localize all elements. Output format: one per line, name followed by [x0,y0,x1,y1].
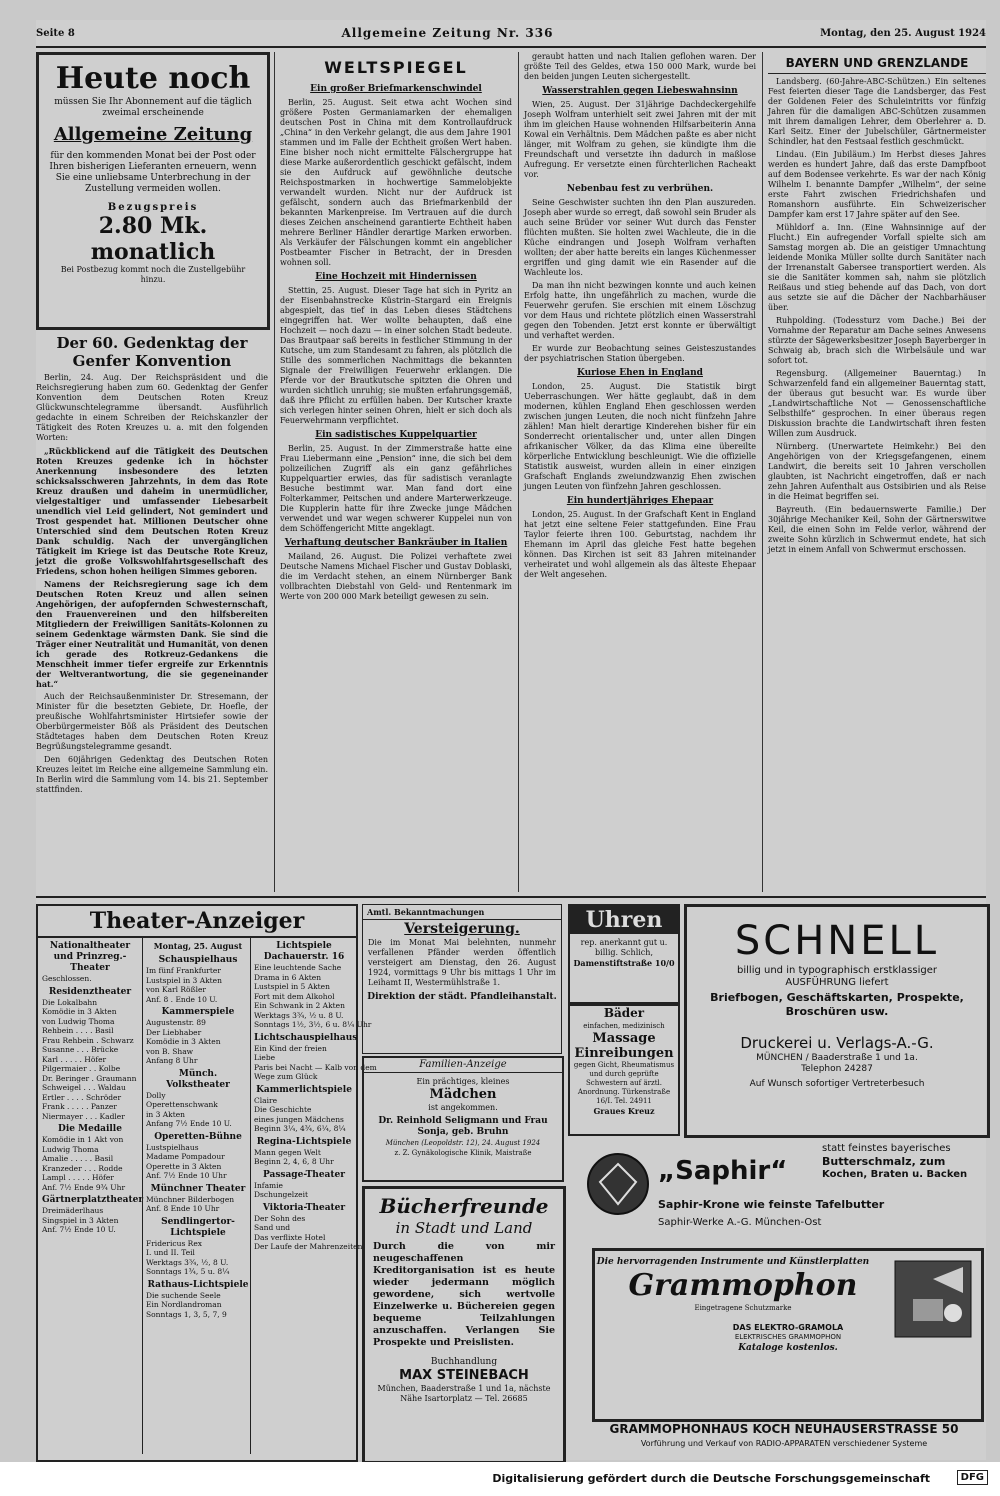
theater-venue: Kammerlichtspiele [256,1084,352,1095]
paper-title: Allgemeine Zeitung Nr. 336 [341,26,554,40]
printing-brand: SCHNELL [734,918,940,964]
theater-line: Lustspiel in 3 Akten [146,975,222,985]
page-number: Seite 8 [36,27,75,39]
theater-line: Amalie . . . . . Basil [42,1154,114,1163]
theater-line: Beginn 2, 4, 6, 8 Uhr [254,1157,334,1166]
bookshop-label: Buchhandlung [430,1357,498,1367]
column-rule [274,52,275,892]
theater-line: Infamie [254,1180,283,1190]
article-subtitle: Nebenbau fest zu verbrühen. [566,184,714,194]
article-paragraph: Regensburg. (Allgemeiner Bauerntag.) In Schwarzenfeld fand ein allgemeiner Bauerntag statt, der überaus gut besucht war. Es wurde über „Landwirtschaftliche Not — Genossenschaftliche Selbsthilfe“ gesprochen. In einer überaus regen Diskussion brachte die Landwirtschaft ihren festen Willen zum Ausdruck. [768,369,986,438]
theater-venue: Münchner Theater [150,1183,246,1194]
column-1 [36,52,268,892]
saphir-ad [568,1138,984,1238]
theater-line: Frank . . . . . Panzer [42,1102,117,1111]
bookshop-name: MAX STEINEBACH [399,1368,529,1383]
theater-line: Karl . . . . . Höfer [42,1054,107,1064]
theater-line: Anf. 8 . Ende 10 U. [146,994,218,1004]
family-header: Familien-Anzeige [364,1058,562,1073]
grammophon-mark: Eingetragene Schutzmarke [694,1304,792,1312]
grammophon-firm: GRAMMOPHONHAUS KOCH NEUHAUSERSTRASSE 50 [609,1422,959,1436]
watch-body: rep. anerkannt gut u. billig. Schlich, [580,938,668,957]
article-paragraph: Mühldorf a. Inn. (Eine Wahnsinnige auf der Flucht.) Ein aufregender Vorfall spielte sich am Samstag morgen ab. Die an geistiger Umnachtung leidende Monika Müller sollte durch Sanitäter nach der Irrenanstalt Gabersee transportiert werden. Als sie die Sanitäter kommen sah, nahm sie plötzlich Reißaus und stieg behende auf das Dach, von dort aus setzte sie auf die Dächer der Nachbarhäuser über. [768,223,986,312]
theater-line: Fort mit dem Alkohol [254,991,335,1001]
article-paragraph: geraubt hatten und nach Italien geflohen waren. Der größte Teil des Geldes, etwa 150 000 Mark, wurde bei den beiden jungen Leuten sichergestellt. [524,52,756,81]
column-rule [762,52,763,892]
column-rule [518,52,519,892]
theater-line: Der Laufe der Mahrenzeiten [254,1242,363,1251]
saphir-logo-icon [586,1152,650,1216]
theater-venue: Kammerspiele [161,1007,235,1017]
section-title: WELTSPIEGEL [324,58,468,77]
theater-venue: Die Medaille [58,1124,122,1134]
theater-venue: Lichtschauspielhaus [254,1032,358,1043]
footer-text: Digitalisierung gefördert durch die Deutsche Forschungsgemeinschaft [492,1472,930,1485]
theater-column [42,938,144,1454]
article-paragraph: Berlin, 24. Aug. Der Reichspräsident und die Reichsregierung haben zum 60. Gedenktag der Genfer Konvention dem Deutschen Roten Kreuz Glückwunschtelegramme übersandt. Ausführlich gedachte in einem Schreiben der Reichskanzler der Tätigkeit des Roten Kreuzes u. a. mit den folgenden Worten: [36,373,268,442]
theater-line: Susanne . . . Brücke [42,1045,119,1054]
column-3 [524,52,756,892]
article-paragraph: Da man ihn nicht bezwingen konnte und auch keinen Erfolg hatte, ihn ungefährlich zu machen, wurde die Feuerwehr gerufen. Sie erschien mit einem Löschzug vor dem Haus und richtete plötzlich einen Wasserstrahl gegen den Tobenden. Jetzt erst konnte er überwältigt und verhaftet werden. [524,281,756,340]
theater-venue: Operetten-Bühne [154,1131,242,1142]
column-2 [280,52,512,892]
article-paragraph: Nürnberg. (Unerwartete Heimkehr.) Bei den Angehörigen von der Kriegsgefangenen, einem Landwirt, die bereits seit 10 Jahren verschollen glaubten, ist Nachricht eingetroffen, daß er nach zehn Jahren Aufenthalt aus Ostsibirien und als Reise in die Heimat begriffen sei. [768,442,986,501]
theater-line: Ein Nordlandroman [146,1300,222,1309]
theater-line: Anf. 7½ Ende 10 U. [42,1225,116,1234]
watch-ad [568,904,680,1004]
theater-listing [36,904,377,1462]
ad-price: 2.80 Mk. monatlich [90,213,216,265]
theater-line: Sonntags 1, 3, 5, 7, 9 [146,1309,227,1319]
saphir-line3: Kochen, Braten u. Backen [822,1169,968,1180]
theater-line: Madame Pompadour [146,1152,225,1161]
article-paragraph: Stettin, 25. August. Dieser Tage hat sich in Pyritz an der Eisenbahnstrecke Küstrin–Stargard ein Ereignis abgespielt, das tief in das Leben dieses Städtchens eingegriffen hat. Wer wollte behaupten, daß eine Hochzeit — noch dazu — in einer solchen Stadt bedeute. Das Brautpaar saß bereits in festlicher Stimmung in der Kutsche, um zum Standesamt zu fahren, als plötzlich die Stille des sommerlichen Nachmittags die bekannten Signale der Freiwilligen Feuerwehr erklangen. Die Pferde vor der Brautkutsche spitzten die Ohren und wurden sichtlich unruhig; sie mußten erfahrungsgemäß, daß ihre Pflicht zu erfüllen haben. Der Kutscher kraxte sich verlegen hinter seinen Ohren, hielt er sich doch als Feuerwehrmann verpflichtet. [280,286,512,425]
article-paragraph: London, 25. August. Die Statistik birgt Ueberraschungen. Wer hätte geglaubt, daß in dem modernen, kühlen England Ehen geschlossen werden zwischen jungen Leuten, die noch nicht fünfzehn Jahre zählen! Man hielt derartige Kinderehen bisher für ein Sonderrecht orientalischer und, unter allen Dingen afrikanischer Völker, da das Klima eine übereilte körperliche Entwicklung beschleunigt. Wie die offizielle Statistik ausweist, wurden allein in einer einzigen Grafschaft Englands zweiundzwanzig Ehen zwischen jungen Leuten von fünfzehn Jahren geschlossen. [524,382,756,491]
theater-line: Die Lokalbahn [42,997,98,1007]
theater-line: Geschlossen. [42,974,92,983]
dfg-logo: DFG [957,1470,988,1485]
newspaper-page [36,20,986,1460]
printing-ad [684,904,990,1138]
bath-ad [568,1004,680,1136]
article-paragraph: London, 25. August. In der Grafschaft Kent in England hat jetzt eine seltene Feier stattgefunden. Eine Frau Taylor feierte ihren 100. Geburtstag, nachdem ihr Ehemann im April das gleiche Fest hatte begehen können. Das Kirchen ist seit 83 Jahren miteinander verheiratet und wohl allgemein als das älteste Ehepaar der Welt angesehen. [524,510,756,579]
theater-column [250,938,377,1454]
theater-line: Ertler . . . . Schröder [42,1092,122,1102]
article-title: Wasserstrahlen gegen Liebeswahnsinn [542,86,738,96]
theater-line: Anf. 8 Ende 10 Uhr [146,1204,220,1213]
theater-line: Lampl . . . . . Höfer [42,1173,114,1182]
article-paragraph: Bayreuth. (Ein bedauernswerte Familie.) Der 30jährige Mechaniker Keil, Sohn der Gärtnerswitwe Keil, die einen Sohn im Felde verlor, während der zweite Sohn kürzlich in Schwermut endete, hat sich jetzt in einem Anfall von Schwermut erschossen. [768,505,986,554]
grammophon-line3: Kataloge kostenlos. [738,1343,838,1353]
article-paragraph: Namens der Reichsregierung sage ich dem Deutschen Roten Kreuz und allen seinen Angehörigen, der aufopfernden Schwesternschaft, den Frauenvereinen und den hilfsbereiten Mitgliedern der Freiwilligen Sanitäts-Kolonnen zu seinem Gedenktage wärmsten Dank. Sie sind die Träger einer Neutralität und Humanität, von denen ich gerade des Rotkreuz-Gedankens die Menschheit immer tiefer ergreife zur Erkenntnis der Weltverantwortung, die sie gegeneinander hat.“ [36,579,268,689]
theater-line: in 3 Akten [146,1109,186,1119]
theater-line: Frau Rehbein . Schwarz [42,1035,134,1045]
official-notice [362,904,562,1054]
article-paragraph: Landsberg. (60-Jahre-ABC-Schützen.) Ein seltenes Fest feierten dieser Tage die Landsberger, das Fest der Goldenen Feier des Schuleintritts vor fünfzig Jahren für die damaligen ABC-Schützen zusammen mit ihrem damaligen Lehrer, dem Oberlehrer a. D. Karl Seitz. Einer der Jubelschüler, Gärtnermeister Schindler, hat den Festsaal festlich geschmückt. [768,77,986,146]
bookshop-body: Durch die von mir neugeschaffenen Kreditorganisation ist es heute wieder jedermann möglich gewordene, sich wertvolle Einzelwerke u. Büchereien gegen bequeme Teilzahlungen anzuschaffen. Verlangen Sie Prospekte und Preislisten. [373,1241,555,1348]
theater-line: Ludwig Thoma [42,1144,99,1154]
theater-line: Singspiel in 3 Akten [42,1215,119,1225]
theater-venue: Lichtspiele Dachauerstr. 16 [263,941,345,962]
notice-body: Die im Monat Mai belehnten, nunmehr verfallenen Pfänder werden öffentlich versteigert am Dienstag, den 26. August 1924, vormittags 9 Uhr bis mittags 1 Uhr im Leihamt II, Westermühlstraße 1. [368,938,556,987]
article-paragraph: Auch der Reichsaußenminister Dr. Stresemann, der Minister für die besetzten Gebiete, Dr. Hoefle, der preußische Wohlfahrtsminister Hirtsiefer sowie der Oberbürgermeister Böß als Präsident des Deutschen Städtetages haben dem Deutschen Roten Kreuz Begrüßungstelegramme gesandt. [36,692,268,751]
bookshop-title: Bücherfreunde [379,1194,549,1218]
family-note: z. Z. Gynäkologische Klinik, Maistraße [394,1149,532,1157]
theater-line: Pilgermaier . . Kolbe [42,1064,121,1073]
theater-venue: Passage-Theater [262,1169,345,1180]
theater-line: Im fünf Frankfurter [146,966,221,975]
theater-line: Dreimäderlhaus [42,1206,104,1215]
theater-line: Fridericus Rex [146,1238,202,1248]
printing-line1: billig und in typographisch erstklassiger AUSFÜHRUNG liefert [737,965,937,988]
ad-line1: müssen Sie Ihr Abonnement auf die täglich zweimal erscheinende [54,97,252,118]
theater-line: Kranzeder . . . Rodde [42,1163,123,1173]
theater-line: Die suchende Seele [146,1290,221,1300]
article-title: Ein großer Briefmarkenschwindel [310,84,482,94]
theater-venue: Münch. Volkstheater [166,1068,230,1090]
article-title: Ein sadistisches Kuppelquartier [315,430,477,440]
theater-line: Ein Schwank in 2 Akten [254,1001,345,1010]
family-parents: Dr. Reinhold Seligmann und Frau Sonja, geb. Bruhn [378,1116,548,1137]
theater-venue: Sendlingertor-Lichtspiele [161,1216,235,1238]
theater-line: Dschungelzeit [254,1190,308,1199]
article-title: Kuriose Ehen in England [577,368,703,378]
theater-line: eines jungen Mädchens [254,1114,344,1124]
theater-line: Anf. 7½ Ende 10 Uhr [146,1171,227,1180]
theater-venue: Schauspielhaus [158,955,238,965]
theater-line: Komödie in 3 Akten [42,1007,117,1016]
theater-line: Lustspiel in 5 Akten [254,982,330,991]
theater-line: Eine leuchtende Sache [254,963,342,972]
grammophon-frame [592,1248,984,1422]
ad-price-label: Bezugspreis [107,202,199,213]
article-paragraph: Wien, 25. August. Der 31jährige Dachdeckergehilfe Joseph Wolfram unterhielt seit zwei Jahren mit der mit ihm im gleichen Hause wohnenden Hilfsarbeiterin Anna Kowal ein Verhältnis. Dem Mädchen paßte es aber nicht länger, mit Wolfram zu gehen, sie kündigte ihm die Freundschaft und versetzte ihn dadurch in maßlose Aufregung. Er versetzte einen fürchterlichen Racheakt vor. [524,100,756,179]
saphir-brand: „Saphir“ [658,1156,788,1186]
article-paragraph: Berlin, 25. August. Seit etwa acht Wochen sind größere Posten Germaniamarken der ehemaligen deutschen Post in China mit dem Kontrollaufdruck „China“ in den Verkehr gelangt, die aus dem Jahre 1901 stammen und im Falle der Echtheit großen Wert haben. Eine bisher noch nicht ermittelte Fälschergruppe hat diese Marke außerordentlich geschickt gefälscht, indem sie den Aufdruck auf gewöhnliche deutsche Reichspostmarken in hochwertige Sammelobjekte verwandelt wurden. Nicht nur der Aufdruck ist gefälscht, sondern auch das Briefmarkenbild der bekannten Markenpreise. Im Vertrauen auf die durch dieses Zeichen anscheinend garantierte Echtheit haben mehrere Berliner Händler derartige Marken erworben. Als Verkäufer der Fälschungen kommt ein angeblicher Postbeamter Fischer in Betracht, der in Dresden wohnen soll. [280,98,512,267]
bookshop-address: München, Baaderstraße 1 und 1a, nächste Nähe Isartorplatz — Tel. 26685 [377,1384,551,1403]
theater-line: von Karl Rößler [146,985,207,994]
ad-headline: Heute noch [55,61,251,96]
bookshop-subtitle: in Stadt und Land [395,1219,533,1237]
saphir-line2: Butterschmalz, zum [822,1155,946,1168]
theater-venue: Viktoria-Theater [262,1202,346,1213]
theater-line: Niermayer . . . Kadler [42,1111,125,1121]
article-paragraph: Berlin, 25. August. In der Zimmerstraße hatte eine Frau Liebermann eine „Pension“ inne, die sich bei dem polizeilichen Zugriff als ein ganz gefährliches Kuppelquartier erwies, das für sadistisch veranlagte Besuche bestimmt war. Man fand dort eine Folterkammer, Peitschen und andere Marterwerkzeuge. Die Kupplerin hatte für ihre Zwecke junge Mädchen verwendet und war wegen schwerer Kuppelei nun von dem Schöffengericht Mitte angeklagt. [280,444,512,533]
ad-line2: für den kommenden Monat bei der Post oder Ihren bisherigen Lieferanten erneuern, wenn Sie eine unliebsame Unterbrechung in der Zustellung vermeiden wollen. [49,151,257,194]
article-title: Eine Hochzeit mit Hindernissen [315,272,477,282]
theater-line: Münchner Bilderbogen [146,1194,235,1204]
grammophon-line2: ELEKTRISCHES GRAMMOPHON [734,1333,842,1341]
watch-address: Damenstiftstraße 10/0 [573,958,675,968]
theater-line: von B. Shaw [146,1046,194,1056]
theater-line: Sand und [254,1223,291,1232]
theater-line: von Ludwig Thoma [42,1016,115,1026]
theater-venue: Gärtnerplatztheater [42,1195,144,1205]
theater-venue: Rathaus-Lichtspiele [147,1279,249,1290]
theater-line: Sonntags 1½, 3½, 6 u. 8¼ Uhr [254,1020,372,1029]
grammophon-line1: DAS ELEKTRO-GRAMOLA [732,1323,844,1332]
article-paragraph: Lindau. (Ein Jubiläum.) Im Herbst dieses Jahres werden es hundert Jahre, daß das erste Dampfboot auf dem Bodensee verkehrte. Es war der nach König Wilhelm I. benannte Dampfer „Wilhelm“, der seine erste Fahrt zwischen Friedrichshafen und Romanshorn ausführte. Ein Schweizerischer Dampfer kam erst 17 Jahre später auf den See. [768,150,986,219]
theater-date: Montag, 25. August [153,941,243,951]
theater-line: Drama in 6 Akten [254,972,322,982]
bath-body: gegen Gicht, Rheumatismus und durch geprüfte Schwestern auf ärztl. Anordnung. Türkenstraße 16/I. Tel. 24911 [573,1061,675,1105]
bath-subtitle: einfachen, medizinisch [583,1022,665,1030]
theater-line: I. und II. Teil [146,1248,195,1257]
theater-line: Komödie in 3 Akten [146,1037,221,1046]
theater-venue: Nationaltheater und Prinzreg.-Theater [49,941,131,973]
notice-title: Versteigerung. [404,921,520,937]
family-place: München (Leopoldstr. 12), 24. August 1924 [385,1139,541,1147]
article-paragraph: Mailand, 26. August. Die Polizei verhaftete zwei Deutsche Namens Michael Fischer und Gustav Doblaski, die im Verdacht stehen, an einem Nürnberger Bank vollbrachten Diebstahl von Geld- und Rentenmark im Werte von 200 000 Mark beteiligt gewesen zu sein. [280,552,512,601]
bath-title: Bäder [603,1006,645,1020]
article-paragraph: Den 60jährigen Gedenktag des Deutschen Roten Kreuzes leitet im Reiche eine allgemeine Sammlung ein. In Berlin wird die Sammlung vom 14. bis 21. September stattfinden. [36,755,268,794]
theater-line: Operettenschwank [146,1100,218,1109]
theater-line: Werktags 3¾, ½ u. 8 U. [254,1010,344,1020]
printing-telephone: Telephon 24287 [801,1064,873,1074]
saphir-line1: statt feinstes bayerisches [822,1143,951,1154]
article-paragraph: Seine Geschwister suchten ihn den Plan auszureden. Joseph aber wurde so erregt, daß sowohl sein Bruder als auch seine Brüder vor seiner Wut durch das Fenster flüchten mußten. Sie holten zwei Wachleute, die in die Küche eindrangen und Joseph Wolfram verhaften wollten; der aber hatte bereits ein langes Küchenmesser ergriffen und ging damit wie ein Rasender auf die Wachleute los. [524,198,756,277]
bath-sign: Graues Kreuz [593,1106,655,1116]
theater-line: Dolly [146,1090,166,1100]
section-rule [36,896,986,898]
theater-line: Liebe [254,1053,276,1062]
theater-line: Beginn 3¼, 4¾, 6¼, 8¼ [254,1124,346,1133]
theater-venue: Residenztheater [48,986,132,997]
saphir-firm: Saphir-Werke A.-G. München-Ost [658,1217,822,1228]
grammophon-brand: Grammophon [628,1268,858,1303]
printing-address: MÜNCHEN / Baaderstraße 1 und 1a. [756,1053,918,1063]
bath-big: Massage Einreibungen [574,1031,674,1061]
ad-brand: Allgemeine Zeitung [53,124,253,145]
theater-line: Das verflixte Hotel [254,1232,326,1242]
theater-line: Der Liebhaber [146,1027,202,1037]
column-4 [768,52,986,892]
theater-line: Komödie in 1 Akt von [42,1135,124,1144]
article-title: Ein hundertjähriges Ehepaar [566,496,714,506]
family-name: Mädchen [429,1087,497,1102]
saphir-claims [822,1142,984,1181]
theater-line: Wege zum Glück [254,1072,318,1081]
saphir-line4: Saphir-Krone wie feinste Tafelbutter [658,1198,885,1211]
theater-line: Dr. Beringer . Graumann [42,1073,137,1083]
article-title: Verhaftung deutscher Bankräuber in Italien [284,538,508,548]
printing-note: Auf Wunsch sofortiger Vertreterbesuch [749,1079,925,1089]
theater-line: Schweigel . . . Waldau [42,1083,126,1092]
grammophon-top: Die hervorragenden Instrumente und Künstlerplatten [596,1257,870,1267]
theater-line: Paris bei Nacht — Kalb von dem [254,1062,377,1072]
theater-line: Anf. 7½ Ende 9¾ Uhr [42,1182,126,1192]
theater-line: Die Geschichte [254,1105,312,1114]
article-paragraph: Ruhpolding. (Todessturz vom Dache.) Bei der Vornahme der Reparatur am Dache seines Anwesens stürzte der Sägewerksbesitzer Joseph Bayerberger in Schwaig ab, brach sich die Wirbelsäule und war sofort tot. [768,316,986,365]
notice-sign: Direktion der städt. Pfandleihanstalt. [367,992,557,1002]
theater-column [142,938,250,1454]
theater-line: Claire [254,1095,278,1105]
theater-line: Mann gegen Welt [254,1147,321,1157]
theater-line: Werktags 3¾, ½, 8 U. [146,1257,229,1267]
printing-line2: Briefbogen, Geschäftskarten, Prospekte, Broschüren usw. [710,991,964,1018]
section-title: BAYERN UND GRENZLANDE [768,56,986,74]
bookshop-ad [362,1186,566,1464]
theater-line: Operette in 3 Akten [146,1161,222,1171]
theater-title: Theater-Anzeiger [38,906,356,938]
ad-note: Bei Postbezug kommt noch die Zustellgebühr hinzu. [60,265,246,284]
theater-line: Der Sohn des [254,1213,306,1223]
theater-line: Ein Kind der freien [254,1043,327,1053]
family-line2: ist angekommen. [428,1103,498,1112]
article-paragraph: Er wurde zur Beobachtung seines Geisteszustandes der psychiatrischen Station übergeben. [524,344,756,363]
theater-line: Augustenstr. 89 [146,1018,206,1027]
grammophon-ad [584,1244,984,1458]
issue-date: Montag, den 25. August 1924 [820,27,986,39]
notice-header: Amtl. Bekanntmachungen [363,905,561,920]
theater-line: Anfang 8 Uhr [146,1056,198,1065]
grammophon-sub: Vorführung und Verkauf von RADIO-APPARATEN verschiedener Systeme [640,1439,928,1448]
theater-line: Lustspielhaus [146,1142,199,1152]
article-title: Der 60. Gedenktag der Genfer Konvention [56,334,248,370]
family-line1: Ein prächtiges, kleines [416,1077,510,1086]
page-header [36,20,986,48]
theater-line: Sonntags 1¾, 5 u. 8¼ [146,1267,230,1276]
theater-line: Rehbein . . . . Basil [42,1026,114,1035]
theater-venue: Regina-Lichtspiele [256,1136,352,1147]
theater-line: Anfang 7½ Ende 10 U. [146,1119,232,1128]
gramophone-dog-icon [893,1259,973,1339]
article-paragraph: „Rückblickend auf die Tätigkeit des Deutschen Roten Kreuzes gedenke ich in höchster Anerkennung insbesondere des letzten schicksalsschweren Jahrzehnts, in dem das Rote Kreuz draußen und daheim in unermüdlicher, vielgestaltiger und umfassender Liebesarbeit unendlich viel Leid gelindert, Not gemindert und Trost gespendet hat. Millionen Deutscher ohne Unterschied sind dem Deutschen Roten Kreuz Dank schuldig. Nach der unvergänglichen Tätigkeit im Kriege ist das Deutsche Rote Kreuz, jetzt die große Volkswohlfahrtsgesellschaft des Friedens, schon hohen heiligen Simmes geboren. [36,446,268,576]
family-notice [362,1056,564,1182]
digitization-footer [0,1462,1000,1496]
printing-firm: Druckerei u. Verlags-A.-G. [740,1034,934,1052]
watch-title: Uhren [570,906,678,934]
subscription-ad [36,52,270,330]
